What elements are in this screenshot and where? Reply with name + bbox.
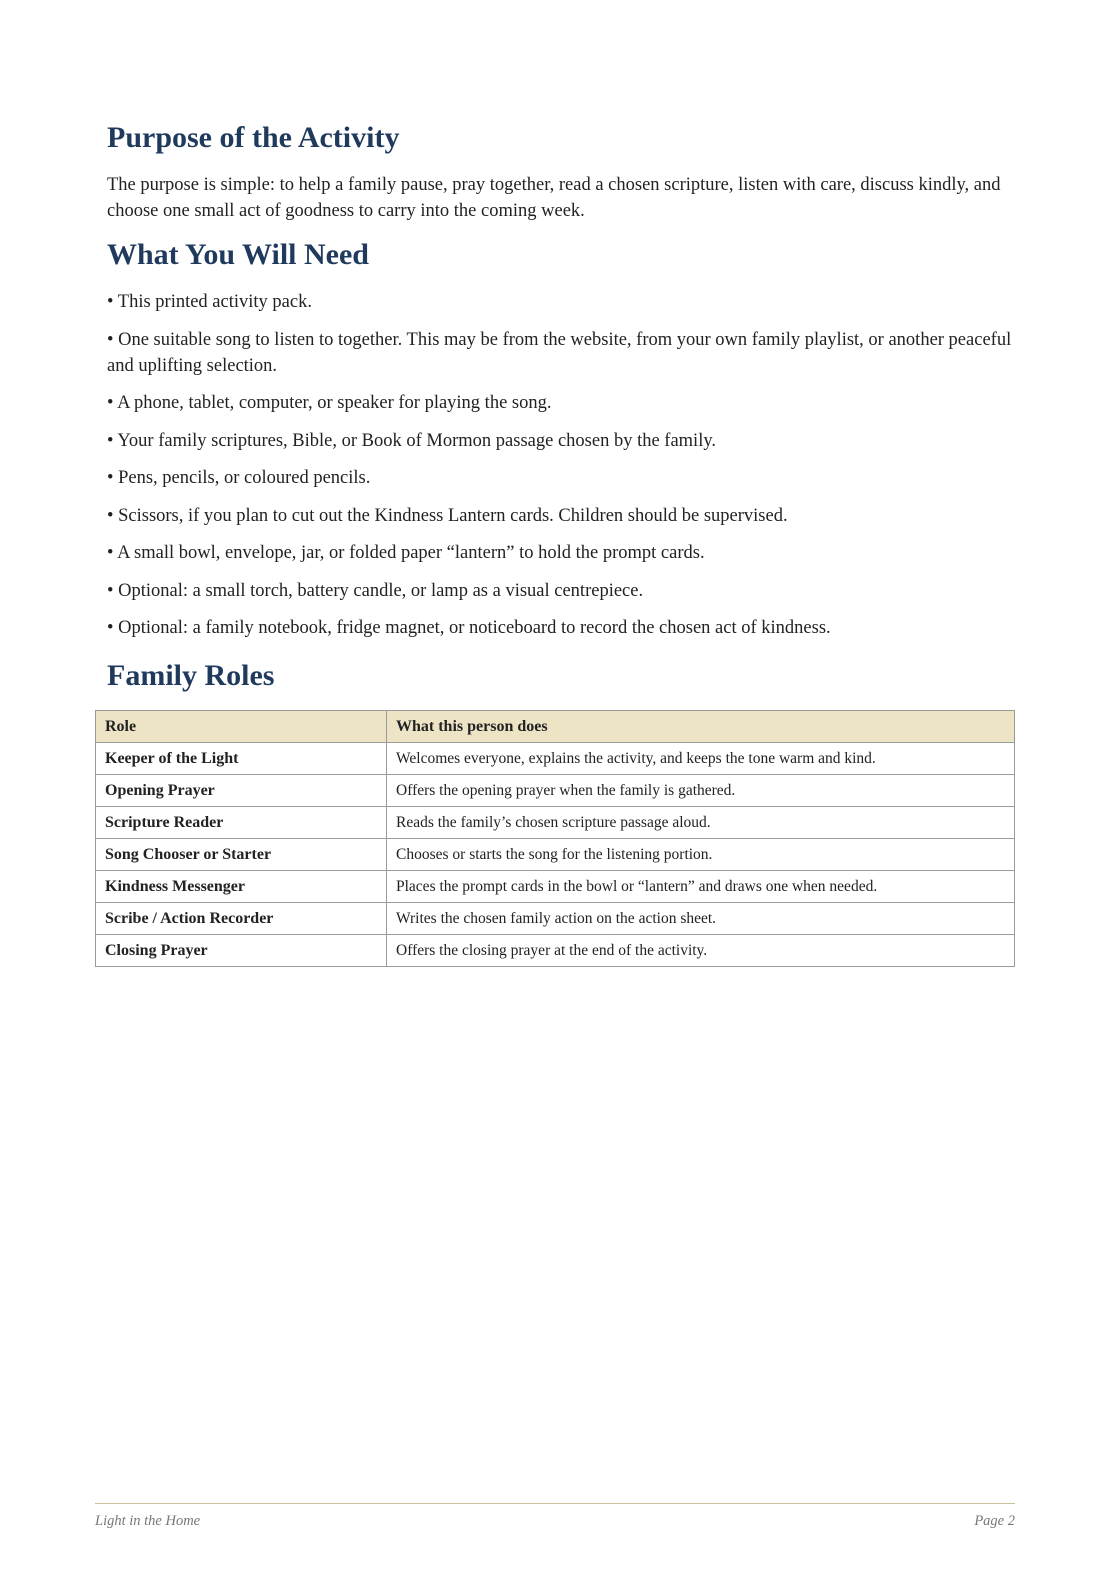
role-description-cell: Welcomes everyone, explains the activity, and keeps the tone warm and kind.	[387, 743, 1015, 775]
role-description-cell: Chooses or starts the song for the listening portion.	[387, 839, 1015, 871]
list-item: • Optional: a family notebook, fridge magnet, or noticeboard to record the chosen act of kindness.	[107, 618, 831, 638]
list-item: • This printed activity pack.	[107, 292, 312, 312]
table-row	[96, 807, 1015, 839]
role-description-cell: Writes the chosen family action on the action sheet.	[387, 903, 1015, 935]
role-description-cell: Places the prompt cards in the bowl or “lantern” and draws one when needed.	[387, 871, 1015, 903]
column-header-description: What this person does	[387, 711, 1015, 743]
role-cell: Kindness Messenger	[96, 871, 387, 903]
role-cell: Closing Prayer	[96, 935, 387, 967]
table-row	[96, 743, 1015, 775]
table-header-row	[96, 711, 1015, 743]
list-item: • A phone, tablet, computer, or speaker for playing the song.	[107, 393, 552, 413]
table-row	[96, 903, 1015, 935]
table-row	[96, 935, 1015, 967]
role-description-cell: Offers the opening prayer when the family is gathered.	[387, 775, 1015, 807]
role-description-cell: Offers the closing prayer at the end of the activity.	[387, 935, 1015, 967]
role-cell: Scripture Reader	[96, 807, 387, 839]
what-you-will-need-heading: What You Will Need	[107, 238, 369, 271]
family-roles-heading: Family Roles	[107, 659, 275, 692]
list-item: • One suitable song to listen to together. This may be from the website, from your own family playlist, or another peaceful and uplifting selection.	[107, 329, 1012, 376]
footer-title: Light in the Home	[95, 1513, 201, 1529]
role-description-cell: Reads the family’s chosen scripture passage aloud.	[387, 807, 1015, 839]
list-item: • A small bowl, envelope, jar, or folded paper “lantern” to hold the prompt cards.	[107, 543, 705, 563]
list-item: • Your family scriptures, Bible, or Book of Mormon passage chosen by the family.	[107, 430, 717, 451]
list-item: • Pens, pencils, or coloured pencils.	[107, 468, 371, 488]
needs-list	[107, 289, 1017, 641]
purpose-heading: Purpose of the Activity	[107, 121, 400, 154]
purpose-paragraph: The purpose is simple: to help a family pause, pray together, read a chosen scripture, listen with care, discuss kindly, and choose one small act of goodness to carry into the coming week.	[107, 175, 1001, 221]
page-content	[107, 115, 1017, 694]
roles-table-body	[96, 743, 1015, 967]
footer-rule	[95, 1503, 1015, 1504]
column-header-role: Role	[96, 711, 387, 743]
family-roles-table	[95, 710, 1015, 967]
page-number: Page 2	[974, 1513, 1015, 1529]
table-row	[96, 839, 1015, 871]
list-item: • Optional: a small torch, battery candle, or lamp as a visual centrepiece.	[107, 580, 644, 601]
table-row	[96, 775, 1015, 807]
role-cell: Scribe / Action Recorder	[96, 903, 387, 935]
role-cell: Song Chooser or Starter	[96, 839, 387, 871]
role-cell: Keeper of the Light	[96, 743, 387, 775]
role-cell: Opening Prayer	[96, 775, 387, 807]
list-item: • Scissors, if you plan to cut out the Kindness Lantern cards. Children should be supervised.	[107, 505, 788, 526]
table-row	[96, 871, 1015, 903]
